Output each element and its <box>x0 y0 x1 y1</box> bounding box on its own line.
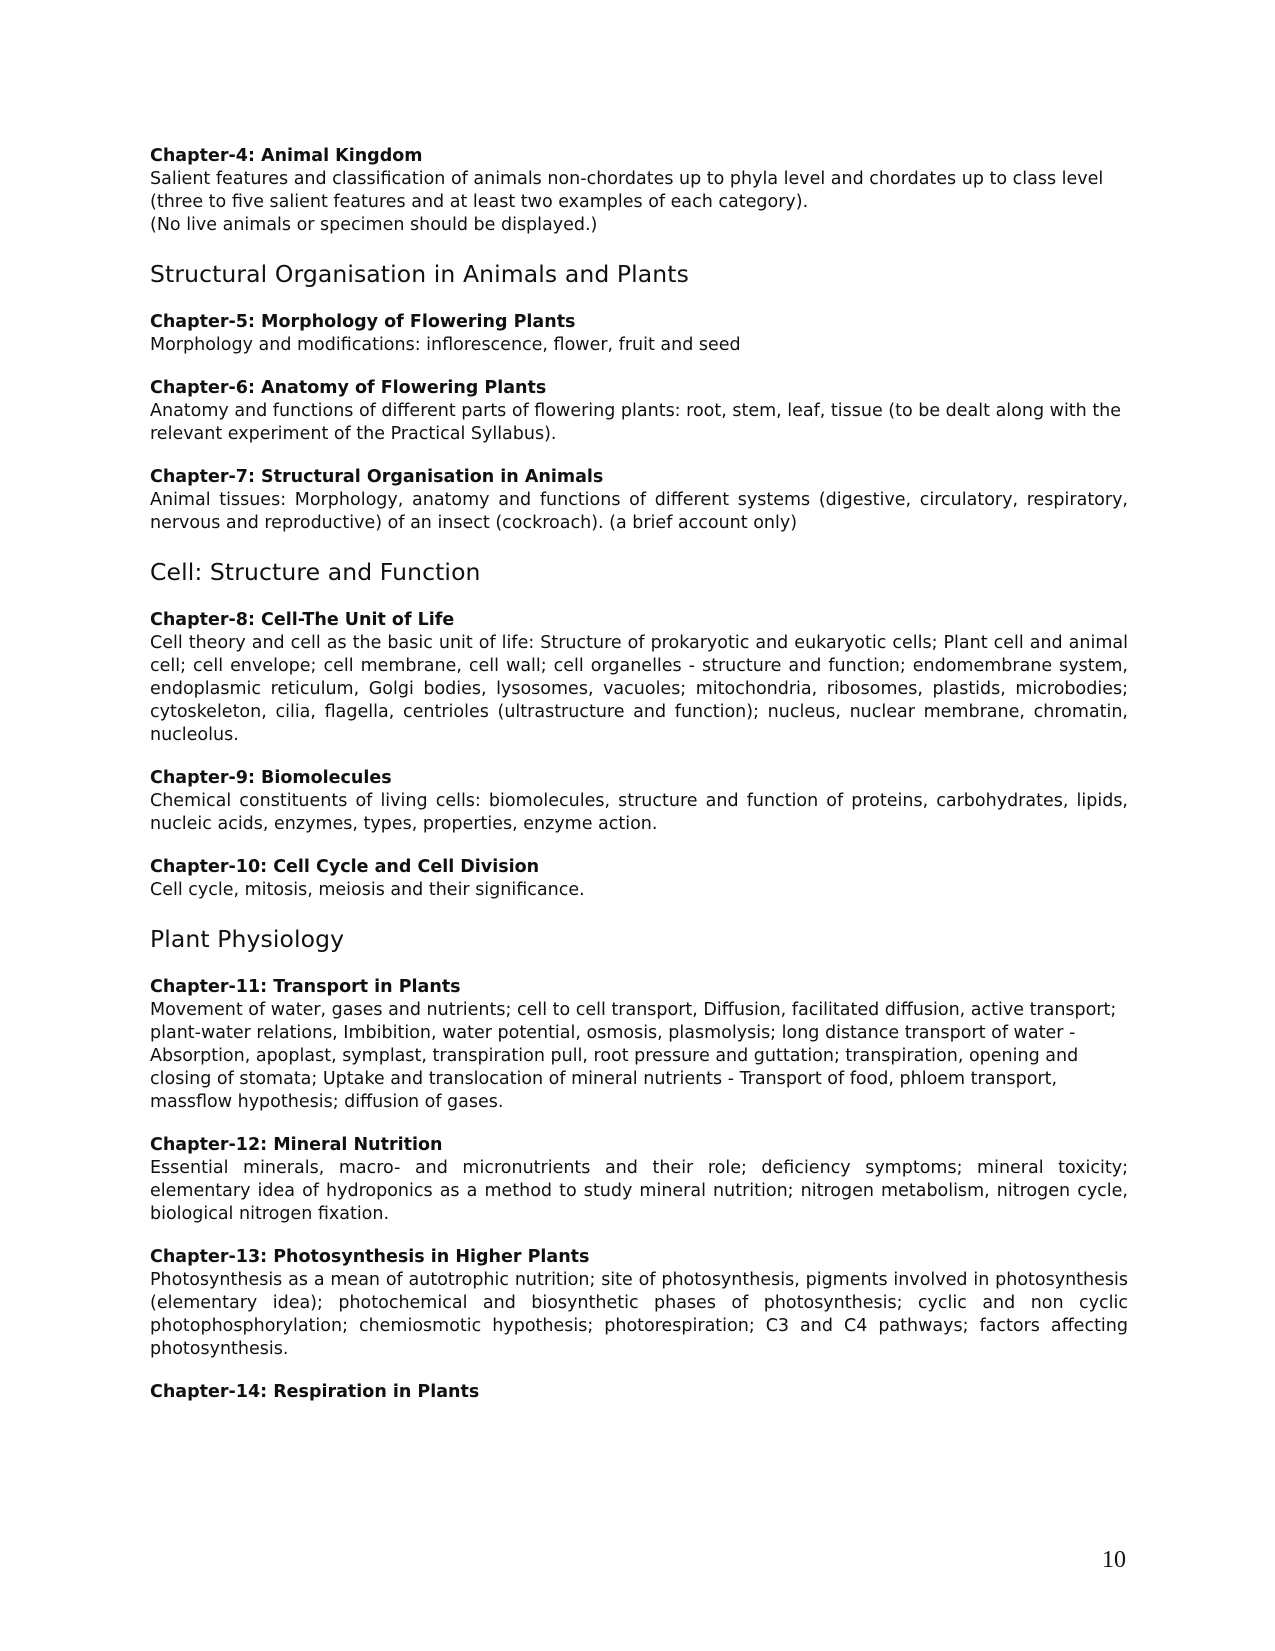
chapter-description: Animal tissues: Morphology, anatomy and functions of different systems (digestive, circulatory, respiratory, nervous and reproductive) of an insect (cockroach). (a brief account only) <box>150 490 1128 533</box>
chapter-description: Chemical constituents of living cells: biomolecules, structure and function of proteins, carbohydrates, lipids, nucleic acids, enzymes, types, properties, enzyme action. <box>150 791 1128 834</box>
chapter-block <box>150 1381 1128 1404</box>
chapter-block <box>150 466 1128 535</box>
chapter-description: Cell theory and cell as the basic unit of life: Structure of prokaryotic and eukaryotic cells; Plant cell and animal cell; cell envelope; cell membrane, cell wall; cell organelles - structure and function; endomembrane system, endoplasmic reticulum, Golgi bodies, lysosomes, vacuoles; mitochondria, ribosomes, plastids, microbodies; cytoskeleton, cilia, flagella, centrioles (ultrastructure and function); nucleus, nuclear membrane, chromatin, nucleolus. <box>150 633 1128 745</box>
chapter-description: Cell cycle, mitosis, meiosis and their significance. <box>150 880 585 900</box>
page-number: 10 <box>1102 1547 1126 1573</box>
chapter-description: Morphology and modifications: inflorescence, flower, fruit and seed <box>150 335 741 355</box>
chapter-block <box>150 145 1128 237</box>
chapter-block <box>150 856 1128 902</box>
chapter-block <box>150 311 1128 357</box>
chapter-block <box>150 767 1128 836</box>
chapter-block <box>150 976 1128 1114</box>
section-heading: Cell: Structure and Function <box>150 558 481 586</box>
chapter-block <box>150 609 1128 747</box>
chapter-title: Chapter-4: Animal Kingdom <box>150 146 423 166</box>
chapter-description: Salient features and classification of animals non-chordates up to phyla level and chordates up to class level (three to five salient features and at least two examples of each category). <box>150 169 1104 212</box>
chapter-description: Essential minerals, macro- and micronutrients and their role; deficiency symptoms; mineral toxicity; elementary idea of hydroponics as a method to study mineral nutrition; nitrogen metabolism, nitrogen cycle, biological nitrogen fixation. <box>150 1158 1128 1224</box>
chapter-title: Chapter-8: Cell-The Unit of Life <box>150 610 455 630</box>
chapter-description: Photosynthesis as a mean of autotrophic nutrition; site of photosynthesis, pigments involved in photosynthesis (elementary idea); photochemical and biosynthetic phases of photosynthesis; cyclic and non cyclic photophosphorylation; chemiosmotic hypothesis; photorespiration; C3 and C4 pathways; factors affecting photosynthesis. <box>150 1270 1128 1359</box>
chapter-block <box>150 1134 1128 1226</box>
chapter-description: (No live animals or specimen should be displayed.) <box>150 215 598 235</box>
chapter-title: Chapter-6: Anatomy of Flowering Plants <box>150 378 547 398</box>
chapter-title: Chapter-12: Mineral Nutrition <box>150 1135 443 1155</box>
chapter-block <box>150 1246 1128 1361</box>
chapter-title: Chapter-9: Biomolecules <box>150 768 392 788</box>
chapter-block <box>150 377 1128 446</box>
chapter-title: Chapter-7: Structural Organisation in Animals <box>150 467 604 487</box>
chapter-description: Movement of water, gases and nutrients; cell to cell transport, Diffusion, facilitated diffusion, active transport; plant-water relations, Imbibition, water potential, osmosis, plasmolysis; long distance transport of water - Absorption, apoplast, symplast, transpiration pull, root pressure and guttation; transpiration, opening and closing of stomata; Uptake and translocation of mineral nutrients - Transport of food, phloem transport, massflow hypothesis; diffusion of gases. <box>150 1000 1117 1112</box>
chapter-description: Anatomy and functions of different parts of flowering plants: root, stem, leaf, tissue (to be dealt along with the relevant experiment of the Practical Syllabus). <box>150 401 1122 444</box>
section-heading: Plant Physiology <box>150 925 345 953</box>
chapter-title: Chapter-10: Cell Cycle and Cell Division <box>150 857 540 877</box>
chapter-title: Chapter-13: Photosynthesis in Higher Plants <box>150 1247 590 1267</box>
section-heading: Structural Organisation in Animals and Plants <box>150 260 689 288</box>
chapter-title: Chapter-11: Transport in Plants <box>150 977 461 997</box>
chapter-title: Chapter-5: Morphology of Flowering Plants <box>150 312 576 332</box>
document-page <box>150 145 1128 1404</box>
chapter-title: Chapter-14: Respiration in Plants <box>150 1382 480 1402</box>
